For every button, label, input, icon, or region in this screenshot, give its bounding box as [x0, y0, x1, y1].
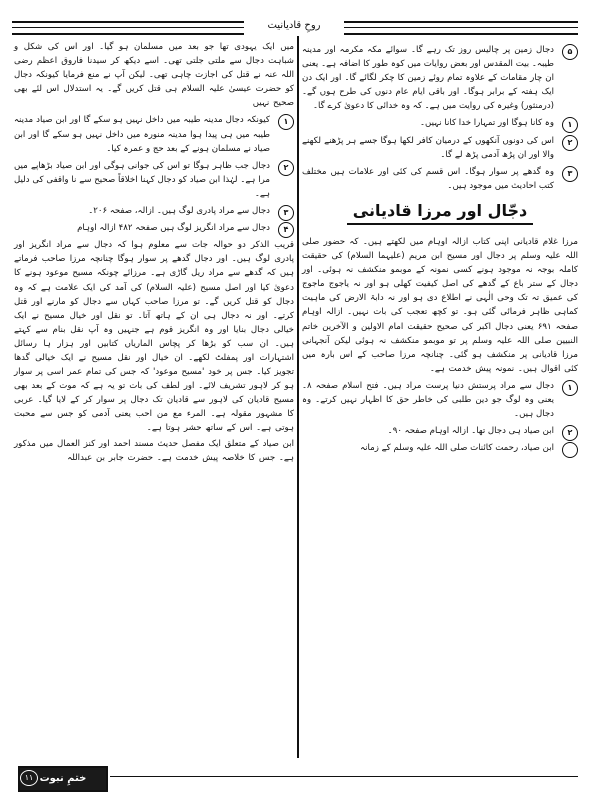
closing-paragraph: ابن صیاد کے متعلق ایک مفصل حدیث مسند احمد اور کنز العمال میں مذکور ہے۔ جس کا خلاصہ پیش خدمت ہے۔ حضرت جابر بن عبداللہ — [14, 438, 294, 463]
item-text: دجال سے مراد پادری لوگ ہیں۔ ازالہ، صفحہ ۲۰۶۔ — [88, 206, 270, 217]
numbered-item — [302, 116, 578, 130]
numbered-item — [302, 379, 578, 421]
page-number: ۱۱ — [20, 770, 38, 786]
item-text: ابن صیاد ہی دجال تھا۔ ازالہ اوہام صفحہ ۹۰۔ — [387, 426, 554, 437]
item-number: ۱ — [562, 380, 578, 396]
item-number: ۲ — [562, 135, 578, 151]
numbered-item — [302, 134, 578, 162]
section-title: دجّال اور مرزا قادیانی — [347, 201, 533, 225]
section-paragraph: مرزا غلام قادیانی اپنی کتاب ازالہ اوہام میں لکھتے ہیں۔ کہ حضور صلی اللہ علیہ وسلم پر دجال اور مسیح ابن مریم (علیہما السلام) کی حقیقت کاملہ بوجہ نہ موجود ہونے کسی نمونہ کے موبمو منکشف نہ ہوئی۔ اور دجال کے ستر باع کے گدھے کی اصل کیفیت کھلی ہو اور نہ یاجوج ماجوج کی عمیق تہ تک وحی الٰہی نے اطلاع دی ہو اور نہ دابۃ الارض کی ماہیت کماہی ظاہر فرمائی گئی ہو۔ تو کچھ تعجب کی بات نہیں۔ ازالہ اوہام صفحہ ۶۹۱ یعنی دجال اکبر کی صحیح حقیقت امام الاولین و الآخرین خاتم النبیین صلی اللہ علیہ وسلم پر تو موبمو منکشف نہ ہوئی لیکن آنجہانی مرزا قادیانی پر منکشف ہو گئی۔ چنانچہ مرزا صاحب کے اس بارہ میں کئی اقوال ہیں۔ نمونہ پیش خدمت ہے۔ — [302, 236, 578, 374]
right-column — [302, 40, 578, 756]
footer-rule — [110, 776, 578, 777]
left-column — [14, 40, 294, 756]
item-number — [562, 442, 578, 458]
intro-paragraph: میں ایک یہودی تھا جو بعد میں مسلمان ہو گیا۔ اور اس کی شکل و شباہت دجال سے ملتی جلتی تھی۔ اسے دیکھ کر سیدنا فاروق اعظم رضی اللہ عنہ نے قتل کی اجازت چاہی تھی۔ لیکن آپ نے منع فرمایا کیونکہ دجال کو حضرت عیسیٰ علیہ السلام ہی قتل کریں گے۔ یہ استدلال اس لئے بھی صحیح نہیں — [14, 42, 294, 109]
numbered-item — [302, 424, 578, 438]
column-divider — [297, 36, 299, 758]
numbered-item — [302, 441, 578, 455]
numbered-item — [302, 43, 578, 113]
numbered-item — [302, 165, 578, 193]
item-number: ۲ — [562, 425, 578, 441]
footer-label: ختمِ نبوت — [39, 773, 87, 784]
item-number: ۲ — [278, 160, 294, 176]
running-header: روحِ قادیانیت — [244, 17, 344, 35]
numbered-item — [14, 159, 294, 201]
item-text: دجال سے مراد انگریز لوگ ہیں صفحہ ۴۸۲ ازالہ اوہام — [77, 223, 270, 234]
item-text: دجال زمین پر چالیس روز تک رہے گا۔ سوائے مکہ مکرمہ اور مدینہ طیبہ۔ بیت المقدس اور بعض روایات میں کوہ طور کا اضافہ ہے۔ یعنی ان چار مقامات کے علاوہ تمام روئے زمین کا چکر لگائے گا۔ اور ایک دن ایک ہفتہ کے برابر ہوگا۔ اور باقی ایام عام دنوں کی طرح ہوں گے۔ (درمنثور) وغیرہ کی روایت میں ہے۔ کہ وہ خدائی کا دعویٰ کرے گا۔ — [302, 45, 554, 112]
item-number: ۵ — [562, 44, 578, 60]
item-text: ابن صیاد، رحمت کائنات صلی اللہ علیہ وسلم کے زمانہ — [360, 443, 554, 454]
item-text: دجال جب ظاہر ہوگا تو اس کی جوانی ہوگی اور ابن صیاد بڑھاپے میں مرا ہے۔ لہٰذا ابن صیاد کو دجال کہنا اخلاقاً صحیح سے نا واقفی کی دلیل ہے۔ — [14, 160, 270, 199]
item-number: ۳ — [562, 166, 578, 182]
numbered-item — [14, 113, 294, 155]
item-text: کیونکہ دجال مدینہ طیبہ میں داخل نہیں ہو سکے گا اور ابن صیاد مدینہ طیبہ میں ہی پیدا ہوا مدینہ منورہ میں داخل نہیں ہو سکے گا اور ابن صیاد نے مسلمان ہونے کے بعد حج و عمرہ کیا۔ — [14, 115, 270, 154]
numbered-item — [14, 221, 294, 235]
item-number: ۱ — [562, 117, 578, 133]
item-number: ۴ — [278, 222, 294, 238]
item-text: وہ کانا ہوگا اور تمہارا خدا کانا نہیں۔ — [420, 118, 554, 129]
item-number: ۱ — [278, 114, 294, 130]
numbered-item — [14, 204, 294, 218]
item-text: اس کی دونوں آنکھوں کے درمیان کافر لکھا ہوگا جسے ہر پڑھنے لکھنے والا اور ان پڑھ آدمی پڑھ لے گا۔ — [302, 135, 554, 160]
body-paragraph: قریب الذکر دو حوالہ جات سے معلوم ہوا کہ دجال سے مراد انگریز اور پادری لوگ ہیں۔ اور دجال گدھے پر سوار ہوگا چنانچہ مرزا صاحب فرماتے ہیں کہ گدھے سے مراد ریل گاڑی ہے۔ مرزائے چونکہ مسیح موعود ہونے کا دعویٰ کیا اور اصل مسیح (علیہ السلام) کی آمد کی ایک علامت ہے کہ وہ دجال کو قتل کریں گے۔ تو مرزا صاحب کہاں سے دجال کو مارنے اور قتل کرتے۔ اور نہ دجال ہی ان کے ہاتھ آتا۔ تو نقل اور خیال مسیح نے ایک خیالی دجال بنایا اور وہ انگریز قوم ہے جنہیں وہ آپ نقل بنام سے کہتے ہیں۔ ان سب کو بڑھا کر پچاس الماریاں کتابیں اور ہزار ہا رسائل اشتہارات اور پمفلٹ لکھے۔ ان خیال اور نقل مسیح نے ایک خیالی گدھا تجویز کیا۔ جس پر خود 'مسیح موعود' کہ جس کی تمام عمر اسی پر سوار ہو کر لاہور تشریف لائے۔ اور لطف کی بات تو یہ ہے کہ موت کے بعد بھی مسیح قادیان کی لاہور سے قادیان تک دجال پر سوار کر کے لایا گیا۔ عربی کا مشہور مقولہ ہے۔ المرء مع من احب یعنی آدمی کو جس سے محبت ہوتی ہے۔ اس کے ساتھ حشر ہوتا ہے۔ — [14, 240, 294, 434]
section-title-block — [302, 201, 578, 225]
item-number: ۳ — [278, 205, 294, 221]
item-text: دجال سے مراد پرستش دنیا پرست مراد ہیں۔ فتح اسلام صفحہ ۸۔ یعنی وہ لوگ جو دین طلبی کی خاطر حق کا اظہار نہیں کرتے۔ وہ دجال ہیں۔ — [302, 380, 554, 420]
item-text: وہ گدھے پر سوار ہوگا۔ اس قسم کی کئی اور علامات ہیں مختلف کتب احادیث میں موجود ہیں۔ — [302, 166, 554, 191]
